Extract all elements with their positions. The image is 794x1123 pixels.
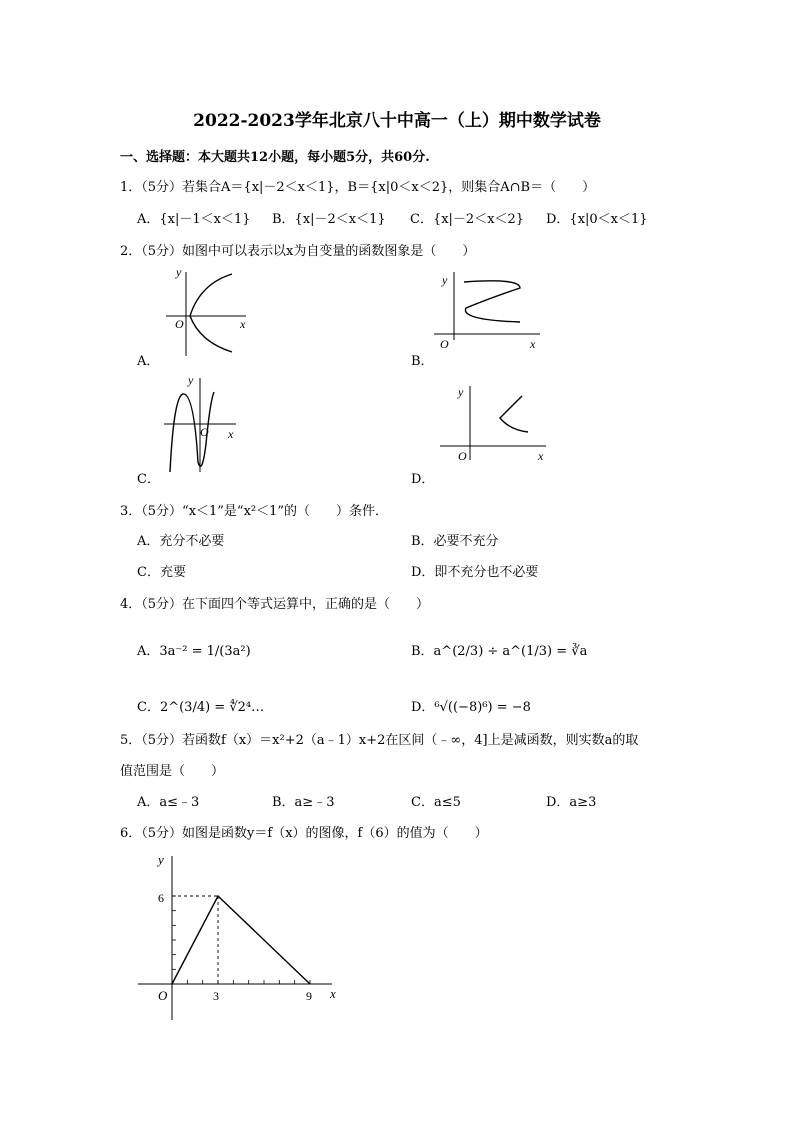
question-4-option-d: D．⁶√((−8)⁶) = −8 (411, 700, 531, 715)
question-3-stem: 3．（5分）“x＜1”是“x²＜1”的（ ）条件． (120, 504, 389, 519)
axis-y-label: y (458, 385, 464, 399)
question-2-option-a: A． (137, 354, 160, 369)
question-1-option-b: B．{x|－2＜x＜1} (272, 212, 386, 227)
axis-x-label: x (530, 337, 536, 351)
question-5-stem-line1: 5．（5分）若函数f（x）＝x²+2（a﹣1）x+2在区间（﹣∞，4]上是减函数，则实数a的取 (120, 733, 639, 748)
question-5-option-c: C．a≤5 (411, 795, 461, 810)
question-2-stem: 2．（5分）如图中可以表示以x为自变量的函数图象是（ ） (120, 244, 476, 259)
question-2-option-b: B． (411, 354, 434, 369)
axis-x-label: x (538, 449, 544, 463)
page-title: 2022-2023学年北京八十中高一（上）期中数学试卷 (193, 111, 601, 131)
question-5-option-b: B．a≥﹣3 (272, 795, 335, 810)
tick-x-9: 9 (306, 989, 312, 1003)
tick-y-6: 6 (158, 891, 164, 905)
question-5-stem-line2: 值范围是（ ） (120, 764, 225, 779)
question-1-option-a: A．{x|－1＜x＜1} (137, 212, 251, 227)
question-1-option-c: C．{x|－2＜x＜2} (410, 212, 525, 227)
axis-y-label: y (176, 265, 182, 279)
question-4-option-c: C．2^(3/4) = ∜2⁴… (137, 700, 265, 715)
graph-a (160, 264, 260, 360)
function-graph (136, 850, 346, 1022)
origin-label: O (175, 317, 184, 331)
origin-label: O (458, 449, 467, 463)
graph-c (160, 372, 250, 474)
question-1-option-d: D．{x|0＜x＜1} (546, 212, 648, 227)
origin-label: O (158, 988, 168, 1003)
question-2-option-d: D． (411, 472, 435, 487)
origin-label: O (440, 337, 449, 351)
origin-label: O (200, 425, 209, 439)
question-3-option-b: B．必要不充分 (411, 534, 499, 549)
axis-y-label: y (442, 273, 448, 287)
question-3-option-d: D．即不充分也不必要 (411, 565, 539, 580)
graph-b (430, 268, 545, 352)
question-1-stem: 1．（5分）若集合A＝{x|－2＜x＜1}，B＝{x|0＜x＜2}，则集合A∩B＝（ ） (120, 180, 596, 195)
graph-d (436, 380, 551, 468)
question-3-option-c: C．充要 (137, 565, 186, 580)
axis-x-label: x (240, 317, 246, 331)
axis-x-label: x (228, 427, 234, 441)
question-4-option-b: B．a^(2/3) ÷ a^(1/3) = ∛a (411, 644, 588, 659)
question-5-option-d: D．a≥3 (546, 795, 597, 810)
question-4-option-a: A．3a⁻² = 1/(3a²) (137, 644, 251, 659)
function-line (172, 896, 310, 984)
axis-x-label: x (330, 986, 336, 1001)
axis-y-label: y (188, 373, 194, 387)
question-5-option-a: A．a≤﹣3 (137, 795, 200, 810)
question-4-stem: 4．（5分）在下面四个等式运算中，正确的是（ ） (120, 597, 430, 612)
question-6-stem: 6．（5分）如图是函数y＝f（x）的图像，f（6）的值为（ ） (120, 826, 488, 841)
question-3-option-a: A．充分不必要 (137, 534, 225, 549)
axis-y-label: y (158, 852, 164, 867)
question-2-option-c: C． (137, 472, 160, 487)
tick-x-3: 3 (213, 989, 219, 1003)
section-heading: 一、选择题：本大题共12小题，每小题5分，共60分. (120, 150, 430, 165)
